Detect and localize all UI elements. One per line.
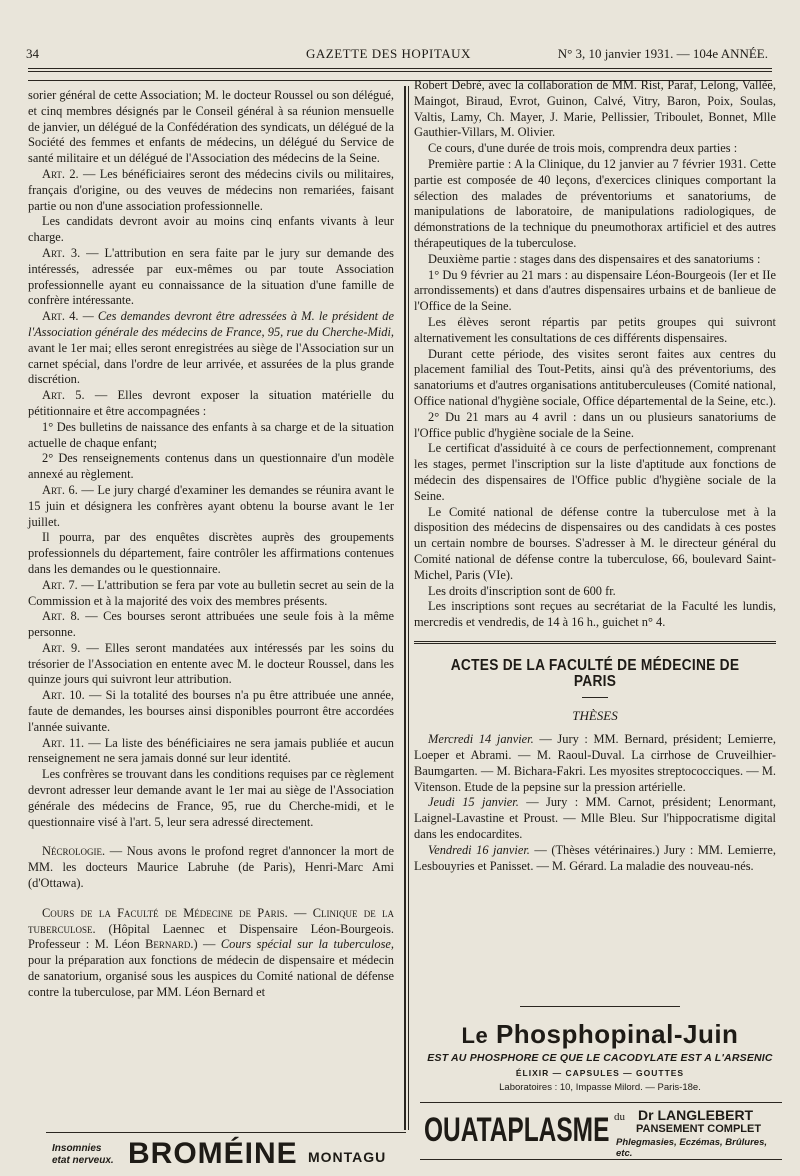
paragraph: Les confrères se trouvant dans les conditions requises par ce règlement devront adresser leur demande avant le 1er mai au siège de l'Association générale des médecins de France, 95, rue du Cherche-midi, et le questionnaire visé à l'art. 5, leur sera adressé directement. xyxy=(28,767,394,829)
ad-indications xyxy=(52,1143,114,1167)
paragraph: Il pourra, par des enquêtes discrètes auprès des groupements professionnels du département, faire contrôler les affirmations contenues dans les demandes ou le questionnaire. xyxy=(28,530,394,576)
issue-info: N° 3, 10 janvier 1931. — 104e ANNÉE. xyxy=(557,46,768,61)
article-text: — Ces demandes devront être adressées à M. le président de l'Association générale des médecins de France, 95, rue du Cherche-Midi, xyxy=(28,309,394,339)
ad-product-name: BROMÉINE xyxy=(128,1137,298,1170)
article-label: Art. 2. xyxy=(42,166,79,181)
article-2 xyxy=(28,167,394,214)
these-text: — Jury : MM. Bernard, président; Lemierre, Loeper et Abrami. — M. Raoul-Duval. La cirrhose de Cruveilhier-Baumgarten. — M. Bichara-Fakri. Les myosites streptococciques. — M. Vitenson. Etude de la pepsine sur la pression artérielle. xyxy=(414,732,776,794)
article-text: — Ces bourses seront attribuées une seule fois à la même personne. xyxy=(28,609,394,640)
ad-doctor: Dr LANGLEBERT xyxy=(638,1107,754,1123)
section-label: Nécrologie. xyxy=(42,844,106,859)
article-text: — Les bénéficiaires seront des médecins civils ou militaires, français d'origine, ou des veuves de médecins non remariées, faisant partie ou non d'une association professionnelle. xyxy=(28,166,394,213)
article-text: avant le 1er mai; elles seront enregistrées au siège de l'Association sur un carnet spécial, dans l'ordre de leur arrivée, et assurées de la plus grande discrétion. xyxy=(28,340,394,387)
ad-address: Laboratoires : 10, Impasse Milord. — Paris-18e. xyxy=(499,1082,701,1093)
cours-text: .) — xyxy=(190,937,216,952)
cours-text: (Hôpital Laennec et Dispensaire Léon-Bourgeois. Professeur : M. Léon xyxy=(28,921,394,952)
section-title: ACTES DE LA FACULTÉ DE MÉDECINE DE PARIS xyxy=(450,656,740,690)
left-column xyxy=(28,88,394,1001)
advertisement-phosphopinal xyxy=(420,1006,780,1093)
ad-indications: Phlegmasies, Eczémas, Brûlures, etc. xyxy=(616,1137,768,1159)
right-column xyxy=(414,78,776,874)
these-entry xyxy=(414,732,776,795)
ad-product-name xyxy=(420,1019,780,1050)
article-text: — La liste des bénéficiaires ne sera jamais publiée et aucun renseignement ne sera jamais donné sur leur identité. xyxy=(28,735,394,766)
article-7 xyxy=(28,578,394,610)
paragraph: Le certificat d'assiduité à ce cours de perfectionnement, comprenant les stages, permet l'inscription sur la liste d'aptitude aux fonctions de médecin des dispensaires de l'Office public d'hygiène sociale de la Seine. xyxy=(414,441,776,503)
column-divider xyxy=(408,86,409,1130)
paragraph: sorier général de cette Association; M. le docteur Roussel ou son délégué, et cinq membres désignés par le Conseil général à sa réunion mensuelle de janvier, un délégué de la Confédération des syndicats, un délégué de la Société des femmes et enfants de médecins, un délégué du Service de santé militaire et un délégué de l'Association des médecins de la Seine. xyxy=(28,88,394,166)
article-text: — Le jury chargé d'examiner les demandes se réunira avant le 15 juin et désignera les confrères ayant obtenu la bourse avant le 1er juillet. xyxy=(28,482,394,529)
paragraph: Les inscriptions sont reçues au secrétariat de la Faculté les lundis, mercredis et vendredis, de 14 à 16 h., guichet n° 4. xyxy=(414,599,776,630)
ad-description: PANSEMENT COMPLET xyxy=(636,1123,762,1135)
page-number: 34 xyxy=(26,46,39,61)
article-label: Art. 7. xyxy=(42,577,78,592)
ad-brand: MONTAGU xyxy=(308,1149,387,1165)
paragraph: Première partie : A la Clinique, du 12 janvier au 7 février 1931. Cette partie est composée de 40 leçons, d'exercices cliniques comportant la sélection des malades de préventoriums et sanatoriums, de manipulations de laboratoire, de manipulations radiologiques, de démonstrations de la technique du pneumothorax artificiel et des autres thérapeutiques de la tuberculose. xyxy=(414,156,776,250)
article-11 xyxy=(28,736,394,768)
paragraph: Durant cette période, des visites seront faites aux centres du placement familial des Tout-Petits, ainsi qu'à des préventoriums, des sanatoriums et d'autres organisations antituberculeuses (Comité national, Office national d'hygiène sociale, Office départemental de la Seine, etc.). xyxy=(414,346,776,408)
ad-article: Le xyxy=(461,1023,489,1048)
cours-text: pour la préparation aux fonctions de médecin de dispensaire et médecin de sanatorium, organisé sous les auspices du Comité national de défense contre la tuberculose, par MM. Léon Bernard et xyxy=(28,953,394,999)
necrology xyxy=(28,844,394,891)
advertisement-ouataplasme xyxy=(420,1102,782,1160)
these-date: Mercredi 14 janvier. xyxy=(428,732,534,747)
ad-tagline: EST AU PHOSPHORE CE QUE LE CACODYLATE EST A L'ARSENIC xyxy=(427,1052,773,1064)
paragraph: Les candidats devront avoir au moins cinq enfants vivants à leur charge. xyxy=(28,214,394,245)
article-5 xyxy=(28,388,394,420)
article-label: Art. 5. xyxy=(42,388,85,403)
article-text: — L'attribution se fera par vote au bulletin secret au sein de la Commission et à la majorité des voix des membres présents. xyxy=(28,577,394,608)
paragraph: 2° Du 21 mars au 4 avril : dans un ou plusieurs sanatoriums de l'Office public d'hygiène sociale de la Seine. xyxy=(414,409,776,440)
article-3 xyxy=(28,246,394,309)
article-text: — Elles devront exposer la situation matérielle du pétitionnaire et être accompagnées : xyxy=(28,388,394,418)
paragraph: 1° Du 9 février au 21 mars : au dispensaire Léon-Bourgeois (Ier et IIe arrondissements) et dans d'autres dispensaires urbains et de banlieue de l'Office de la Seine. xyxy=(414,267,776,314)
article-label: Art. 4. xyxy=(42,309,79,324)
paragraph: Les élèves seront répartis par petits groupes qui suivront alternativement les consultations de ces différents dispensaires. xyxy=(414,314,776,345)
these-text: — (Thèses vétérinaires.) Jury : MM. Lemierre, Lesbouyries et Panisset. — M. Gérard. La maladie des nouveau-nés. xyxy=(414,842,776,873)
ad-indication-line: Insomnies xyxy=(52,1143,102,1154)
header-rule xyxy=(28,71,772,72)
article-9 xyxy=(28,641,394,688)
these-text: — Jury : MM. Carnot, président; Lenormant, Laignel-Lavastine et Proust. — Mlle Bleu. Sur l'hippocratisme digital dans les endocardites. xyxy=(414,795,776,842)
ad-indication-line: etat nerveux. xyxy=(52,1155,114,1166)
article-8 xyxy=(28,609,394,641)
section-label: Clinique de la tuberculose. xyxy=(28,905,394,936)
column-divider xyxy=(404,86,406,1130)
cours-text: Bernard xyxy=(145,937,191,952)
ad-rule xyxy=(520,1006,680,1007)
subsection-title: THÈSES xyxy=(572,708,618,724)
cours-faculte xyxy=(28,906,394,1001)
section-rule xyxy=(414,641,776,644)
these-date: Jeudi 15 janvier. xyxy=(428,795,519,810)
article-text: — Si la totalité des bourses n'a pu être attribuée une année, faute de demandes, les bourses ainsi disponibles pourront être accordées l'année suivante. xyxy=(28,688,395,734)
necrology-text: — Nous avons le profond regret d'annoncer la mort de MM. les docteurs Maurice Labruhe (de Paris), Henri-Marc Ami (d'Ottawa). xyxy=(28,844,394,891)
list-item: 2° Des renseignements contenus dans un questionnaire d'un modèle annexé au règlement. xyxy=(28,451,394,482)
article-label: Art. 6. xyxy=(42,482,78,497)
publication-title: GAZETTE DES HOPITAUX xyxy=(306,46,471,61)
article-text: — L'attribution en sera faite par le jury sur demande des intéressés, adressée par eux-mêmes ou par toute Association professionnelle ayant eu connaissance de la situation d'une famille de confrère intéressante. xyxy=(28,245,394,308)
advertisement-bromeine xyxy=(46,1132,406,1173)
paragraph: Deuxième partie : stages dans des dispensaires et des sanatoriums : xyxy=(428,251,761,266)
page-header xyxy=(26,44,772,64)
ad-product-name: OUATAPLASME xyxy=(424,1111,610,1149)
these-date: Vendredi 16 janvier. xyxy=(428,842,530,857)
cours-text: Cours spécial sur la tuberculose, xyxy=(215,937,394,952)
article-label: Art. 3. xyxy=(42,245,81,260)
article-label: Art. 10. xyxy=(42,688,85,703)
paragraph: Ce cours, d'une durée de trois mois, comprendra deux parties : xyxy=(428,141,738,156)
short-rule xyxy=(582,697,608,698)
article-10 xyxy=(28,688,394,735)
article-6 xyxy=(28,483,394,530)
paragraph: Robert Debré, avec la collaboration de MM. Rist, Paraf, Lelong, Vallée, Maingot, Biraud, Evrot, Guinon, Calvé, Vitry, Baron, Poix, Soulas, Valtis, Lamy, Ch. Mayer, J. Marie, Pellissier, Triboulet, Bonnet, Mlle Gauthier-Villars, M. Olivier. xyxy=(414,78,776,140)
paragraph: Les droits d'inscription sont de 600 fr. xyxy=(428,583,616,598)
article-text: — Elles seront mandatées aux intéressés par les soins du trésorier de l'Association en entente avec M. le docteur Roussel, dans les quinze jours qui suivront leur attribution. xyxy=(28,640,394,687)
these-entry xyxy=(414,843,776,875)
article-4 xyxy=(28,309,394,388)
header-rule xyxy=(28,68,772,69)
ad-forms: ÉLIXIR — CAPSULES — GOUTTES xyxy=(515,1068,685,1078)
article-label: Art. 9. xyxy=(42,640,81,655)
ad-article: du xyxy=(614,1111,625,1123)
list-item: 1° Des bulletins de naissance des enfants à sa charge et de la situation actuelle de chaque enfant; xyxy=(28,419,394,450)
paragraph: Le Comité national de défense contre la tuberculose met à la disposition des médecins de dispensaires ou des candidats à ces postes un certain nombre de bourses. S'adresser à M. le directeur général du Comité national de défense contre la tuberculose, 66, boulevard Saint-Michel, Paris (VIe). xyxy=(414,504,776,582)
article-label: Art. 11. xyxy=(42,735,85,750)
ad-brand: Phosphopinal-Juin xyxy=(495,1019,739,1049)
section-label: Cours de la Faculté de Médecine de Paris. — xyxy=(42,905,307,920)
article-label: Art. 8. xyxy=(42,609,80,624)
these-entry xyxy=(414,795,776,842)
